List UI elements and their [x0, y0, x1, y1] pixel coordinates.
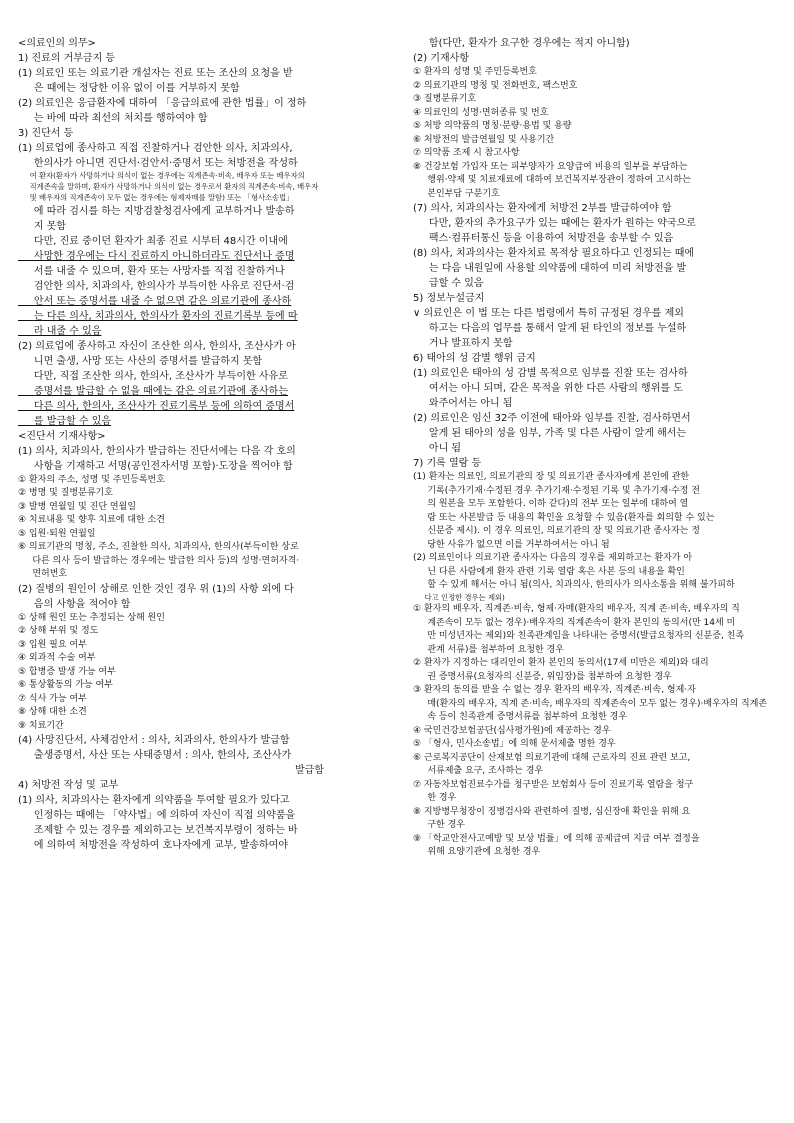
text-line: 다른 의사, 한의사, 조산사가 진료기록부 등에 의하여 증명서 [18, 400, 295, 412]
text-line: 만 미성년자는 제외)와 친족관계임을 나타내는 증명서(발급요청자의 신분증, 친족 [413, 631, 745, 642]
text-line: 본인부담 구분기호 [413, 188, 500, 199]
text-line: ② 환자가 지정하는 대리인이 환자 본인의 동의서(17세 미만은 제외)와 대리 [413, 658, 709, 669]
text-line: 직계존속을 말하며, 환자가 사망하거나 의식이 없는 경우로서 환자의 직계존속·비속, 배우자 [18, 181, 319, 191]
text-line: (1) 의사, 치과의사, 한의사가 발급하는 진단서에는 다음 각 호의 [18, 445, 296, 457]
text-line: 위해 요양기관에 요청한 경우 [413, 847, 541, 858]
text-line: 는 다른 의사, 치과의사, 한의사가 환자의 진료기록부 등에 따 [18, 310, 298, 322]
text-line: ③ 입원 필요 여부 [18, 639, 87, 650]
text-line: 사망한 경우에는 다시 진료하지 아니하더라도 진단서나 증명 [18, 250, 295, 262]
text-line: ④ 치료내용 및 향후 치료에 대한 소견 [18, 515, 165, 526]
text-line: (8) 의사, 치과의사는 환자치료 목적상 필요하다고 인정되는 때에 [413, 248, 695, 259]
text-line: ⑥ 근로복지공단이 산재보험 의료기관에 대해 근로자의 진료 관련 보고, [413, 752, 691, 763]
text-line: 관계 서류)를 첨부하여 요청한 경우 [413, 644, 564, 655]
text-line: 다만, 직접 조산한 의사, 한의사, 조산사가 부득이한 사유로 [18, 370, 288, 382]
text-line: (2) 의료업에 종사하고 자신이 조산한 의사, 한의사, 조산사가 아 [18, 340, 296, 352]
text-line: 사항을 기재하고 서명(공인전자서명 포함)·도장을 찍어야 함 [18, 460, 293, 472]
text-line: 다고 인정한 경우는 제외) [413, 592, 505, 602]
text-line: 라 내줄 수 있음 [18, 325, 102, 337]
text-line: 발급함 [295, 765, 324, 777]
text-line: ⑥ 의료기관의 명칭, 주소, 진찰한 의사, 치과의사, 한의사(부득이한 상로 [18, 542, 299, 553]
text-line: 은 때에는 정당한 이유 없이 이를 거부하지 못함 [18, 83, 240, 94]
text-line: 검안한 의사, 치과의사, 한의사가 부득이한 사유로 진단서·검 [18, 280, 295, 292]
text-line: ⑥ 처방전의 발급연월일 및 사용기간 [413, 134, 555, 145]
text-line: 다만, 환자의 추가요구가 있는 때에는 환자가 원하는 약국으로 [413, 218, 696, 229]
text-line: ∨ 의료인은 이 법 또는 다른 법령에서 특히 규정된 경우를 제외 [413, 308, 684, 319]
text-line: 의 원본을 모두 포함한다. 이하 같다)의 전부 또는 일부에 대하여 열 [413, 499, 689, 509]
text-line: 서를 내줄 수 있으며, 환자 또는 사망자를 직접 진찰하거나 [18, 265, 285, 277]
text-line: ⑤ 합병증 발생 가능 여부 [18, 666, 116, 677]
text-line: ⑤ 입원·퇴원 연월일 [18, 528, 96, 539]
text-line: 출생증명서, 사산 또는 사태증명서 : 의사, 한의사, 조산사가 [18, 750, 292, 762]
text-line: 할 수 있게 해서는 아니 됨(의사, 치과의사, 한의사가 의사소통을 위해 불가피하 [413, 580, 735, 590]
left-column [18, 36, 384, 853]
text-line: ⑧ 상해 대한 소견 [18, 707, 87, 718]
text-line: ④ 의료인의 성명·면허종류 및 번호 [413, 107, 549, 118]
text-line: ③ 질병분류기호 [413, 94, 477, 104]
text-line: 당한 사유가 없으면 이를 거부하여서는 아니 됨 [413, 539, 610, 550]
text-line: (1) 의사, 치과의사는 환자에게 의약품을 투여할 필요가 있다고 [18, 795, 290, 807]
text-line: ④ 외과적 수술 여부 [18, 653, 96, 664]
text-line: 아니 됨 [413, 443, 462, 454]
text-line: 지 못함 [18, 220, 67, 232]
text-line: ① 환자의 성명 및 주민등록번호 [413, 67, 537, 77]
text-line: <진단서 기재사항> [18, 430, 106, 442]
text-line: 여 환자(환자가 사망하거나 의식이 없는 경우에는 직계존속·비속, 배우자 또는 배우자의 [18, 171, 305, 180]
text-line: 알게 된 태아의 성을 임부, 가족 및 다른 사람이 알게 해서는 [413, 428, 687, 439]
text-line: (7) 의사, 치과의사는 환자에게 처방전 2부를 발급하여야 함 [413, 203, 672, 214]
text-line: ① 환자의 배우자, 직계존·비속, 형제·자매(환자의 배우자, 직계 존·비속, 배우자의 직 [413, 604, 740, 615]
text-line: ② 병명 및 질병분류기호 [18, 488, 113, 499]
text-line: 람 또는 사본발급 등 내용의 확인을 요청할 수 있음(환자를 회의할 수 있는 [413, 512, 715, 523]
text-line: 및 배우자의 직계존속이 모두 없는 경우에는 형제자매를 말함) 또는 「형사소송법」 [18, 192, 294, 202]
text-line: 는 다음 내원일에 사용할 의약품에 대하여 미리 처방전을 발 [413, 263, 687, 274]
text-line: 니면 출생, 사망 또는 사산의 증명서를 발급하지 못함 [18, 355, 263, 367]
text-line: ⑥ 통상활동의 가능 여부 [18, 680, 113, 691]
text-line: ③ 발병 연월일 및 진단 연월일 [18, 501, 137, 512]
text-line: 구한 경우 [413, 820, 465, 831]
text-line: 증명서를 발급할 수 없을 때에는 같은 의료기관에 종사하는 [18, 385, 288, 397]
text-line: 음의 사항을 적어야 함 [18, 598, 131, 610]
text-line: 와주어서는 아니 됨 [413, 398, 513, 409]
text-line: 에 따라 검시를 하는 지방검찰청검사에게 교부하거나 발송하 [18, 205, 295, 217]
text-line: 거나 발표하지 못함 [413, 338, 513, 349]
text-line: (1) 의료업에 종사하고 직접 진찰하거나 검안한 의사, 치과의사, [18, 143, 293, 154]
text-line: ⑧ 건강보험 가입자 또는 피부양자가 요양급여 비용의 일부를 부담하는 [413, 161, 688, 172]
text-line: 6) 태아의 성 감별 행위 금지 [413, 353, 536, 364]
text-line: <의료인의 의무> [18, 38, 96, 49]
text-line: 신분증 제시). 이 경우 의료인, 의료기관의 장 및 의료기관 종사자는 정 [413, 526, 700, 536]
text-line: 매(환자의 배우자, 직계 존·비속, 배우자의 직계존속이 모두 없는 경우)·배우자의 직계존 [413, 698, 768, 709]
text-line: (2) 의료인이나 의료기관 종사자는 다음의 경우를 제외하고는 환자가 아 [413, 553, 693, 563]
text-line: 급할 수 있음 [413, 278, 484, 289]
text-line: ① 상해 원인 또는 추정되는 상해 원인 [18, 612, 165, 623]
text-line: 7) 기록 열람 등 [413, 458, 482, 469]
text-line: ⑦ 식사 가능 여부 [18, 693, 87, 704]
text-line: ③ 환자의 동의를 받을 수 없는 경우 환자의 배우자, 직계존·비속, 형제·자 [413, 685, 696, 696]
text-line: 4) 처방전 작성 및 교부 [18, 780, 119, 792]
text-line: 1) 진료의 거부금지 등 [18, 53, 116, 64]
text-line: 다만, 진료 중이던 환자가 최종 진료 시부터 48시간 이내에 [18, 235, 288, 247]
text-line: 조제할 수 있는 경우를 제외하고는 보건복지부령이 정하는 바 [18, 825, 298, 837]
text-line: 3) 진단서 등 [18, 128, 74, 139]
text-line: 5) 정보누설금지 [413, 293, 485, 304]
text-line: 안서 또는 증명서를 내줄 수 없으면 같은 의료기관에 종사하 [18, 295, 292, 307]
text-line: 다른 의사 등이 발급하는 경우에는 발급한 의사 등)의 성명·면허자격· [18, 555, 300, 566]
text-line: ① 환자의 주소, 성명 및 주민등록번호 [18, 474, 165, 485]
text-line: 하고는 다음의 업무를 통해서 알게 된 타인의 정보를 누설하 [413, 323, 687, 334]
text-line: ④ 국민건강보험공단(심사평가원)에 제공하는 경우 [413, 725, 611, 736]
text-line: (1) 환자는 의료인, 의료기관의 장 및 의료기관 종사자에게 본인에 관한 [413, 472, 690, 482]
text-line: 계존속이 모두 없는 경우)·배우자의 직계존속이 환자 본인의 동의서(만 14세 미 [413, 617, 736, 628]
text-line: (4) 사망진단서, 사체검안서 : 의사, 치과의사, 한의사가 발급함 [18, 735, 290, 747]
text-line: ⑧ 지방병무청장이 징병검사와 관련하여 질병, 심신장애 확인을 위해 요 [413, 806, 691, 817]
text-line: ⑦ 의약품 조제 시 참고사항 [413, 148, 520, 158]
text-line: ⑨ 치료기간 [18, 720, 64, 731]
text-line: 한의사가 아니면 진단서·검안서·증명서 또는 처방전을 작성하 [18, 158, 298, 169]
text-line: 를 발급할 수 있음 [18, 415, 112, 427]
text-line: (1) 의료인은 태아의 성 감별 목적으로 임부를 진찰 또는 검사하 [413, 368, 688, 379]
text-line: ⑦ 자동차보험진료수가를 청구받은 보험회사 등이 진료기록 열람을 청구 [413, 779, 694, 790]
text-line: 행위·약제 및 치료재료에 대하여 보건복지부장관이 정하여 고시하는 [413, 175, 691, 185]
text-line: 한 경우 [413, 793, 457, 804]
text-line: ② 의료기관의 명칭 및 전화번호, 팩스번호 [413, 80, 578, 91]
text-line: ② 상해 부위 및 정도 [18, 626, 99, 637]
text-line: 기록(추가기재·수정된 경우 추가기재·수정된 기록 및 추가기재·수정 전 [413, 485, 701, 496]
text-line: 팩스·컴퓨터통신 등을 이용하여 처방전을 송부할 수 있음 [413, 233, 674, 244]
text-line: 인정하는 때에는 「약사법」에 의하여 자신이 직접 의약품을 [18, 810, 296, 822]
text-line: (2) 기재사항 [413, 53, 469, 64]
text-line: 서류제출 요구, 조사하는 경우 [413, 766, 544, 777]
right-column [413, 36, 781, 860]
text-line: 면허번호 [18, 569, 68, 580]
text-line: 에 의하여 처방전을 작성하여 호나자에게 교부, 발송하여야 [18, 840, 288, 852]
text-line: (2) 의료인은 임신 32주 이전에 태아와 임부를 진찰, 검사하면서 [413, 413, 691, 424]
text-line: 는 바에 따라 최선의 처치를 행하여야 함 [18, 113, 208, 124]
text-line: 권 증명서류(요청자의 신분증, 위임장)를 첨부하여 요청한 경우 [413, 671, 672, 682]
text-line: 속 등이 친족관계 증명서류를 첨부하여 요청한 경우 [413, 712, 628, 723]
text-line: 함(다만, 환자가 요구한 경우에는 적지 아니함) [413, 38, 630, 49]
text-line: ⑤ 처방 의약품의 명칭·분량·용법 및 용량 [413, 121, 572, 131]
text-line: ⑤ 「형사, 민사소송법」에 의해 문서제출 명한 경우 [413, 739, 616, 750]
text-line: (2) 질병의 원인이 상해로 인한 것인 경우 위 (1)의 사항 외에 다 [18, 583, 294, 595]
text-line: ⑨ 「학교안전사고예방 및 보상 법률」에 의해 공제급여 지급 여부 결정을 [413, 833, 700, 844]
text-line: 여서는 아니 되며, 같은 목적을 위한 다른 사람의 행위를 도 [413, 383, 683, 394]
text-line: 닌 다른 사람에게 환자 관련 기록 열람 혹은 사본 등의 내용을 확인 [413, 566, 685, 577]
text-line: (2) 의료인은 응급환자에 대하여 「응급의료에 관한 법률」이 정하 [18, 98, 307, 109]
text-line: (1) 의료인 또는 의료기관 개설자는 진료 또는 조산의 요청을 받 [18, 68, 293, 79]
